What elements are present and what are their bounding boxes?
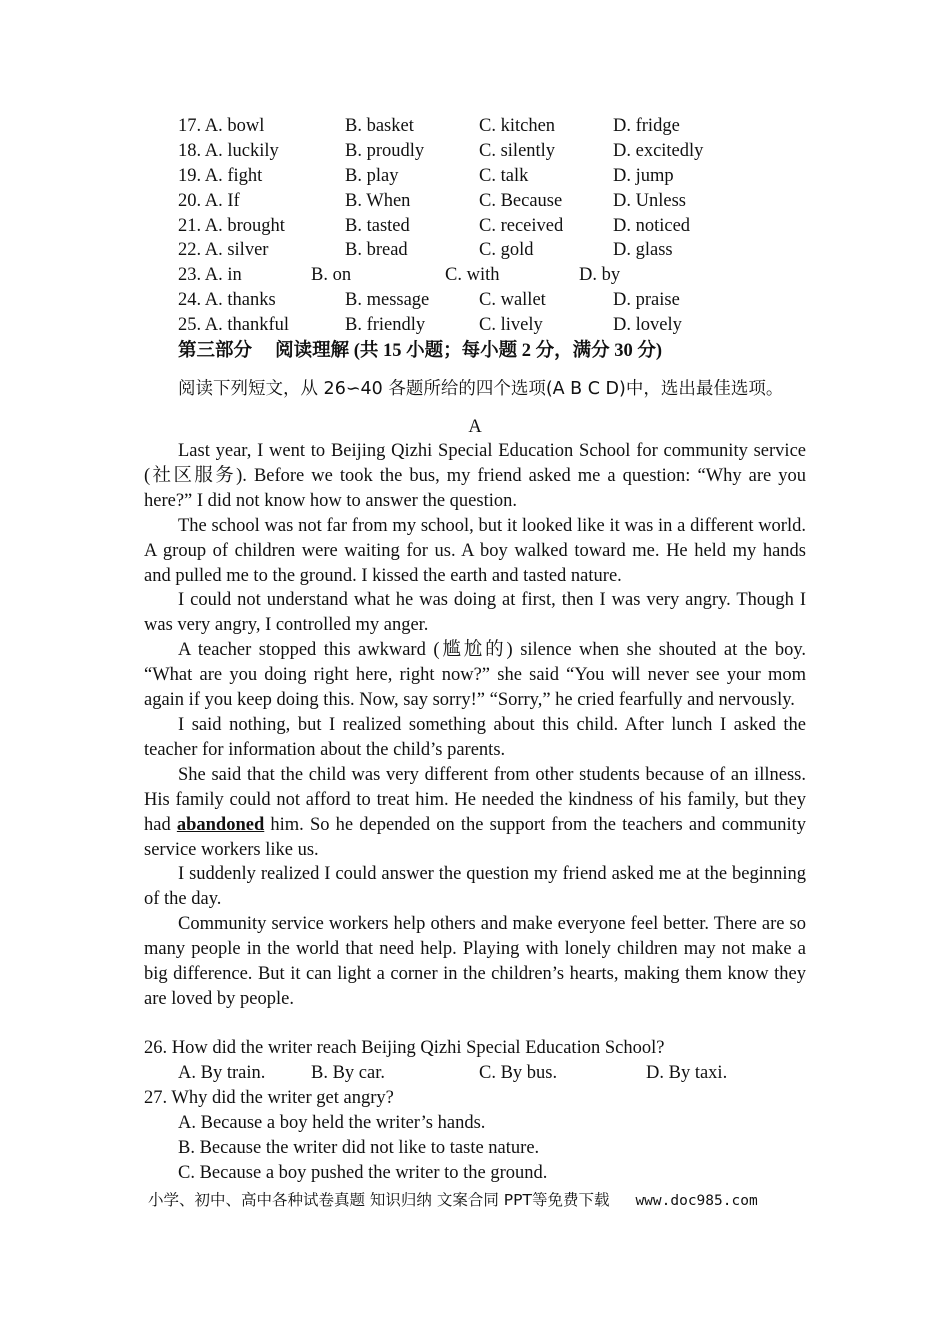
option-c: C. kitchen — [479, 116, 556, 136]
option-b: B. tasted — [345, 215, 410, 236]
questions — [144, 1036, 844, 1185]
option-d: D. By taxi. — [646, 1062, 728, 1083]
option-a: 20. A. If — [178, 190, 240, 211]
paragraph-text: She said that the child was very different from other students because of an illness. His family could not afford to treat him. He needed the kindness of his family, but they had — [144, 764, 806, 835]
option-b: B. on — [311, 265, 352, 286]
paragraph: I could not understand what he was doing at first, then I was very angry. Though I was very angry, I controlled my anger. — [144, 590, 806, 636]
option-c: C. talk — [479, 165, 529, 186]
option-d: D. glass — [613, 240, 673, 261]
paragraph: I said nothing, but I realized something about this child. After lunch I asked the teacher for information about the child’s parents. — [144, 714, 806, 760]
option-a: 25. A. thankful — [178, 315, 289, 336]
paragraph: I suddenly realized I could answer the question my friend asked me at the beginning of the day. — [144, 864, 806, 910]
option-d: D. excitedly — [613, 140, 704, 161]
paragraph: The school was not far from my school, but it looked like it was in a different world. A group of children were waiting for us. A boy walked toward me. He held my hands and pulled me to the ground. I kissed the earth and tasted nature. — [144, 515, 806, 586]
option-c: C. gold — [479, 240, 534, 261]
question-26: 26. How did the writer reach Beijing Qizhi Special Education School? — [144, 1038, 665, 1058]
option-d: D. fridge — [613, 116, 680, 136]
instruction: 阅读下列短文，从 26∽40 各题所给的四个选项(A B C D)中，选出最佳选项。 — [178, 379, 784, 399]
passage-letter: A — [468, 417, 482, 437]
reading-passage — [144, 439, 806, 1012]
option-b: B. friendly — [345, 315, 426, 336]
footer — [148, 1188, 758, 1214]
option-c: C. Because a boy pushed the writer to the ground. — [178, 1162, 548, 1183]
option-c: C. lively — [479, 315, 543, 336]
option-a: A. By train. — [178, 1062, 266, 1083]
option-b: B. basket — [345, 116, 414, 136]
option-a: 19. A. fight — [178, 165, 263, 186]
paragraph-text: him. So he depended on the support from the teachers and community service workers like us. — [144, 814, 806, 860]
option-c: C. wallet — [479, 290, 546, 311]
paragraph: Community service workers help others and make everyone feel better. There are so many people in the world that need help. Playing with lonely children may not make a big difference. But it can light a corner in the children’s hearts, making them know they are loved by people. — [144, 914, 806, 1009]
option-a: 17. A. bowl — [178, 116, 265, 136]
option-b: B. play — [345, 165, 399, 186]
option-d: D. jump — [613, 165, 674, 186]
option-d: D. by — [579, 265, 621, 286]
option-c: C. silently — [479, 140, 556, 161]
paragraph — [144, 763, 806, 863]
section-title: 第三部分 阅读理解 (共 15 小题；每小题 2 分，满分 30 分) — [178, 341, 663, 361]
option-b: B. bread — [345, 240, 408, 261]
paragraph: A teacher stopped this awkward (尴尬的) silence when she shouted at the boy. “What are you doing right here, right now?” she said “You will never see your mom again if you keep doing this. Now, say sorry!” “Sorry,” he cried fearfully and nervously. — [144, 640, 806, 711]
footer-url: www.doc985.com — [635, 1193, 758, 1209]
option-a: 23. A. in — [178, 265, 242, 286]
option-a: 22. A. silver — [178, 240, 269, 261]
option-d: D. Unless — [613, 190, 686, 211]
option-d: D. praise — [613, 290, 680, 311]
question-27: 27. Why did the writer get angry? — [144, 1087, 394, 1108]
option-b: B. message — [345, 290, 430, 311]
option-b: B. When — [345, 190, 411, 211]
option-b: B. Because the writer did not like to taste nature. — [178, 1137, 540, 1158]
footer-text: 小学、初中、高中各种试卷真题 知识归纳 文案合同 PPT等免费下载 — [148, 1191, 610, 1209]
option-a: 18. A. luckily — [178, 140, 279, 161]
option-d: D. lovely — [613, 315, 682, 336]
option-c: C. Because — [479, 190, 563, 211]
keyword-underlined: abandoned — [176, 814, 265, 835]
option-d: D. noticed — [613, 215, 691, 236]
option-c: C. By bus. — [479, 1062, 558, 1083]
option-b: B. By car. — [311, 1062, 385, 1083]
option-a: A. Because a boy held the writer’s hands. — [178, 1112, 486, 1133]
option-b: B. proudly — [345, 140, 425, 161]
option-a: 24. A. thanks — [178, 290, 276, 311]
option-a: 21. A. brought — [178, 215, 285, 236]
option-c: C. with — [445, 265, 500, 286]
option-c: C. received — [479, 215, 564, 236]
paragraph: Last year, I went to Beijing Qizhi Special Education School for community service (社区服务). Before we took the bus, my friend asked me a question: “Why are you here?” I did not know how to answer the question. — [144, 441, 806, 511]
question-26-options — [144, 1061, 844, 1086]
